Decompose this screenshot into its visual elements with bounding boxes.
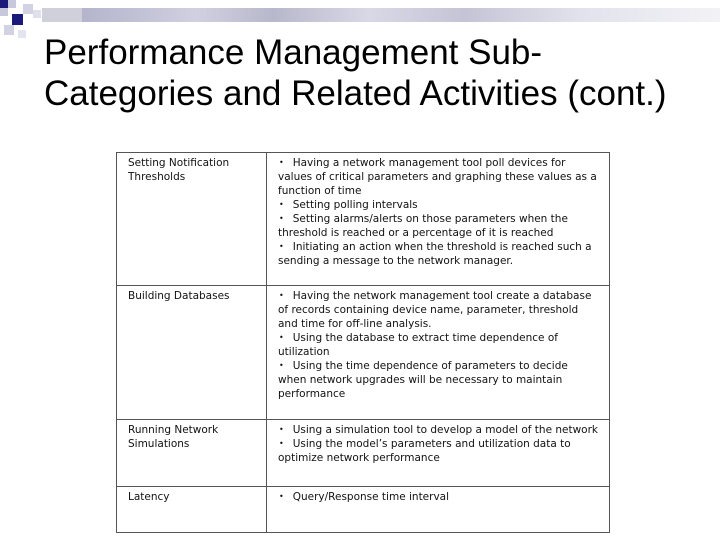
activity-text: Using the database to extract time dependence of utilization [278, 332, 558, 358]
deco-square [12, 14, 23, 25]
deco-square [4, 25, 14, 35]
activities-cell [267, 153, 610, 286]
deco-square [8, 0, 16, 8]
activity-item [278, 437, 599, 465]
deco-square [0, 8, 8, 16]
activity-text: Query/Response time interval [292, 491, 450, 503]
bullet-icon: • [279, 214, 284, 223]
table-row [117, 420, 610, 487]
deco-bar [82, 8, 720, 22]
activity-item [278, 289, 599, 331]
activities-cell [267, 420, 610, 487]
activity-text: Setting alarms/alerts on those parameters when the threshold is reached or a percentage of it is reached [278, 213, 568, 239]
bullet-icon: • [279, 333, 284, 342]
bullet-icon: • [279, 425, 284, 434]
bullet-icon: • [279, 361, 284, 370]
activity-text: Using the time dependence of parameters to decide when network upgrades will be necessary to maintain performance [278, 360, 568, 400]
deco-square [18, 30, 26, 38]
activity-text: Using the model’s parameters and utilization data to optimize network performance [278, 438, 571, 464]
bullet-icon: • [279, 200, 284, 209]
category-cell: Building Databases [117, 286, 267, 420]
activity-text: Setting polling intervals [292, 199, 418, 211]
deco-bar [42, 8, 82, 22]
activity-item [278, 490, 599, 504]
activity-item [278, 156, 599, 198]
activities-cell [267, 487, 610, 533]
deco-square [23, 4, 33, 14]
activity-item [278, 359, 599, 401]
bullet-icon: • [279, 492, 284, 501]
slide-title: Performance Management Sub-Categories and Related Activities (cont.) [44, 33, 667, 113]
bullet-icon: • [279, 439, 284, 448]
activity-item [278, 198, 599, 212]
activities-table [116, 152, 610, 533]
deco-square [0, 0, 8, 8]
activity-item [278, 240, 599, 268]
activity-item [278, 212, 599, 240]
category-cell: Latency [117, 487, 267, 533]
table-row [117, 286, 610, 420]
table-row [117, 487, 610, 533]
deco-square [33, 10, 41, 18]
category-cell: Running Network Simulations [117, 420, 267, 487]
activity-text: Using a simulation tool to develop a model of the network [292, 424, 599, 436]
activity-text: Initiating an action when the threshold is reached such a sending a message to the network manager. [278, 241, 592, 267]
activity-item [278, 331, 599, 359]
activities-cell [267, 286, 610, 420]
activity-text: Having the network management tool create a database of records containing device name, parameter, threshold and time for off-line analysis. [278, 290, 592, 330]
bullet-icon: • [279, 242, 284, 251]
activity-item [278, 423, 599, 437]
category-cell: Setting Notification Thresholds [117, 153, 267, 286]
bullet-icon: • [279, 291, 284, 300]
table-row [117, 153, 610, 286]
activity-text: Having a network management tool poll devices for values of critical parameters and graphing these values as a function of time [278, 157, 597, 197]
bullet-icon: • [279, 158, 284, 167]
